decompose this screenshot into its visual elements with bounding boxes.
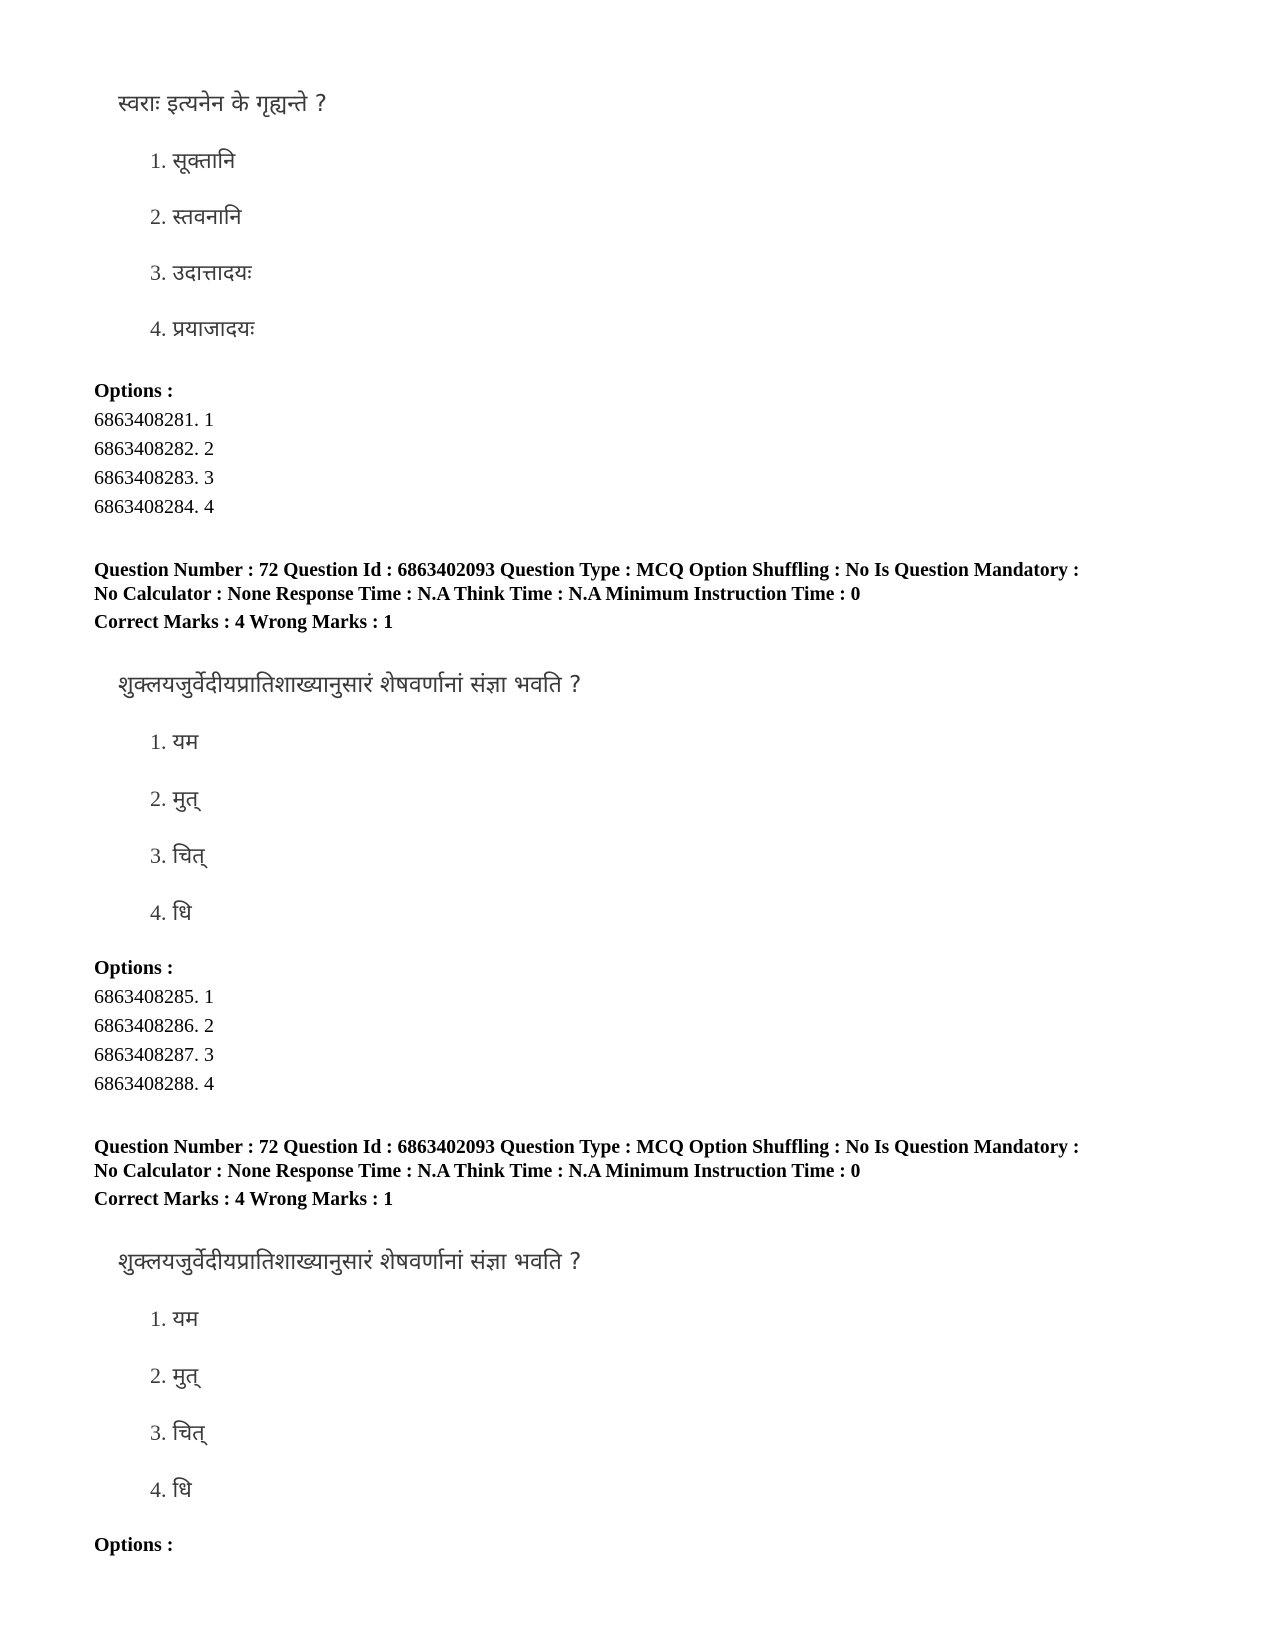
options-heading: Options : [94, 380, 174, 402]
question-marks: Correct Marks : 4 Wrong Marks : 1 [94, 1189, 394, 1210]
options-heading: Options : [94, 957, 174, 979]
choice-text: उदात्तादयः [172, 261, 252, 286]
choice-item [150, 257, 252, 287]
choice-text: यम [172, 730, 199, 755]
option-row: 6863408284. 4 [94, 496, 214, 518]
option-row: 6863408283. 3 [94, 467, 214, 489]
choice-number: 1. [150, 148, 167, 173]
choice-number: 2. [150, 1363, 167, 1388]
question-meta-line: Question Number : 72 Question Id : 6863402093 Question Type : MCQ Option Shuffling : No Is Question Mandatory : [94, 1137, 1080, 1158]
choice-number: 1. [150, 1306, 167, 1331]
question-meta-line: No Calculator : None Response Time : N.A Think Time : N.A Minimum Instruction Time : 0 [94, 584, 861, 605]
choice-text: धि [172, 901, 192, 926]
choice-item [150, 1360, 198, 1390]
choice-item [150, 313, 254, 343]
choice-number: 4. [150, 316, 167, 341]
question-text: स्वराः इत्यनेन के गृह्यन्ते ? [118, 91, 327, 117]
option-row: 6863408282. 2 [94, 438, 214, 460]
choice-number: 2. [150, 786, 167, 811]
options-heading: Options : [94, 1534, 174, 1556]
question-meta-line: No Calculator : None Response Time : N.A Think Time : N.A Minimum Instruction Time : 0 [94, 1161, 861, 1182]
choice-number: 2. [150, 204, 167, 229]
choice-text: यम [172, 1307, 199, 1332]
choice-number: 1. [150, 729, 167, 754]
option-row: 6863408288. 4 [94, 1073, 214, 1095]
choice-text: मुत् [172, 1364, 199, 1389]
choice-item [150, 1474, 192, 1504]
choice-text: मुत् [172, 787, 199, 812]
choice-item [150, 145, 235, 175]
choice-text: चित् [172, 1421, 205, 1446]
question-text: शुक्लयजुर्वेदीयप्रातिशाख्यानुसारं शेषवर्णानां संज्ञा भवति ? [118, 672, 582, 698]
choice-text: प्रयाजादयः [172, 317, 255, 342]
option-row: 6863408281. 1 [94, 409, 214, 431]
choice-text: चित् [172, 844, 205, 869]
question-marks: Correct Marks : 4 Wrong Marks : 1 [94, 612, 394, 633]
question-text: शुक्लयजुर्वेदीयप्रातिशाख्यानुसारं शेषवर्णानां संज्ञा भवति ? [118, 1249, 582, 1275]
choice-item [150, 783, 198, 813]
choice-number: 3. [150, 1420, 167, 1445]
question-meta-line: Question Number : 72 Question Id : 6863402093 Question Type : MCQ Option Shuffling : No Is Question Mandatory : [94, 560, 1080, 581]
choice-item [150, 897, 192, 927]
choice-item [150, 840, 205, 870]
choice-number: 3. [150, 260, 167, 285]
choice-text: धि [172, 1478, 192, 1503]
choice-number: 3. [150, 843, 167, 868]
choice-item [150, 201, 242, 231]
choice-item [150, 726, 198, 756]
choice-number: 4. [150, 1477, 167, 1502]
choice-item [150, 1417, 205, 1447]
choice-item [150, 1303, 198, 1333]
choice-number: 4. [150, 900, 167, 925]
option-row: 6863408286. 2 [94, 1015, 214, 1037]
option-row: 6863408285. 1 [94, 986, 214, 1008]
choice-text: सूक्तानि [172, 149, 236, 174]
choice-text: स्तवनानि [172, 205, 242, 230]
option-row: 6863408287. 3 [94, 1044, 214, 1066]
